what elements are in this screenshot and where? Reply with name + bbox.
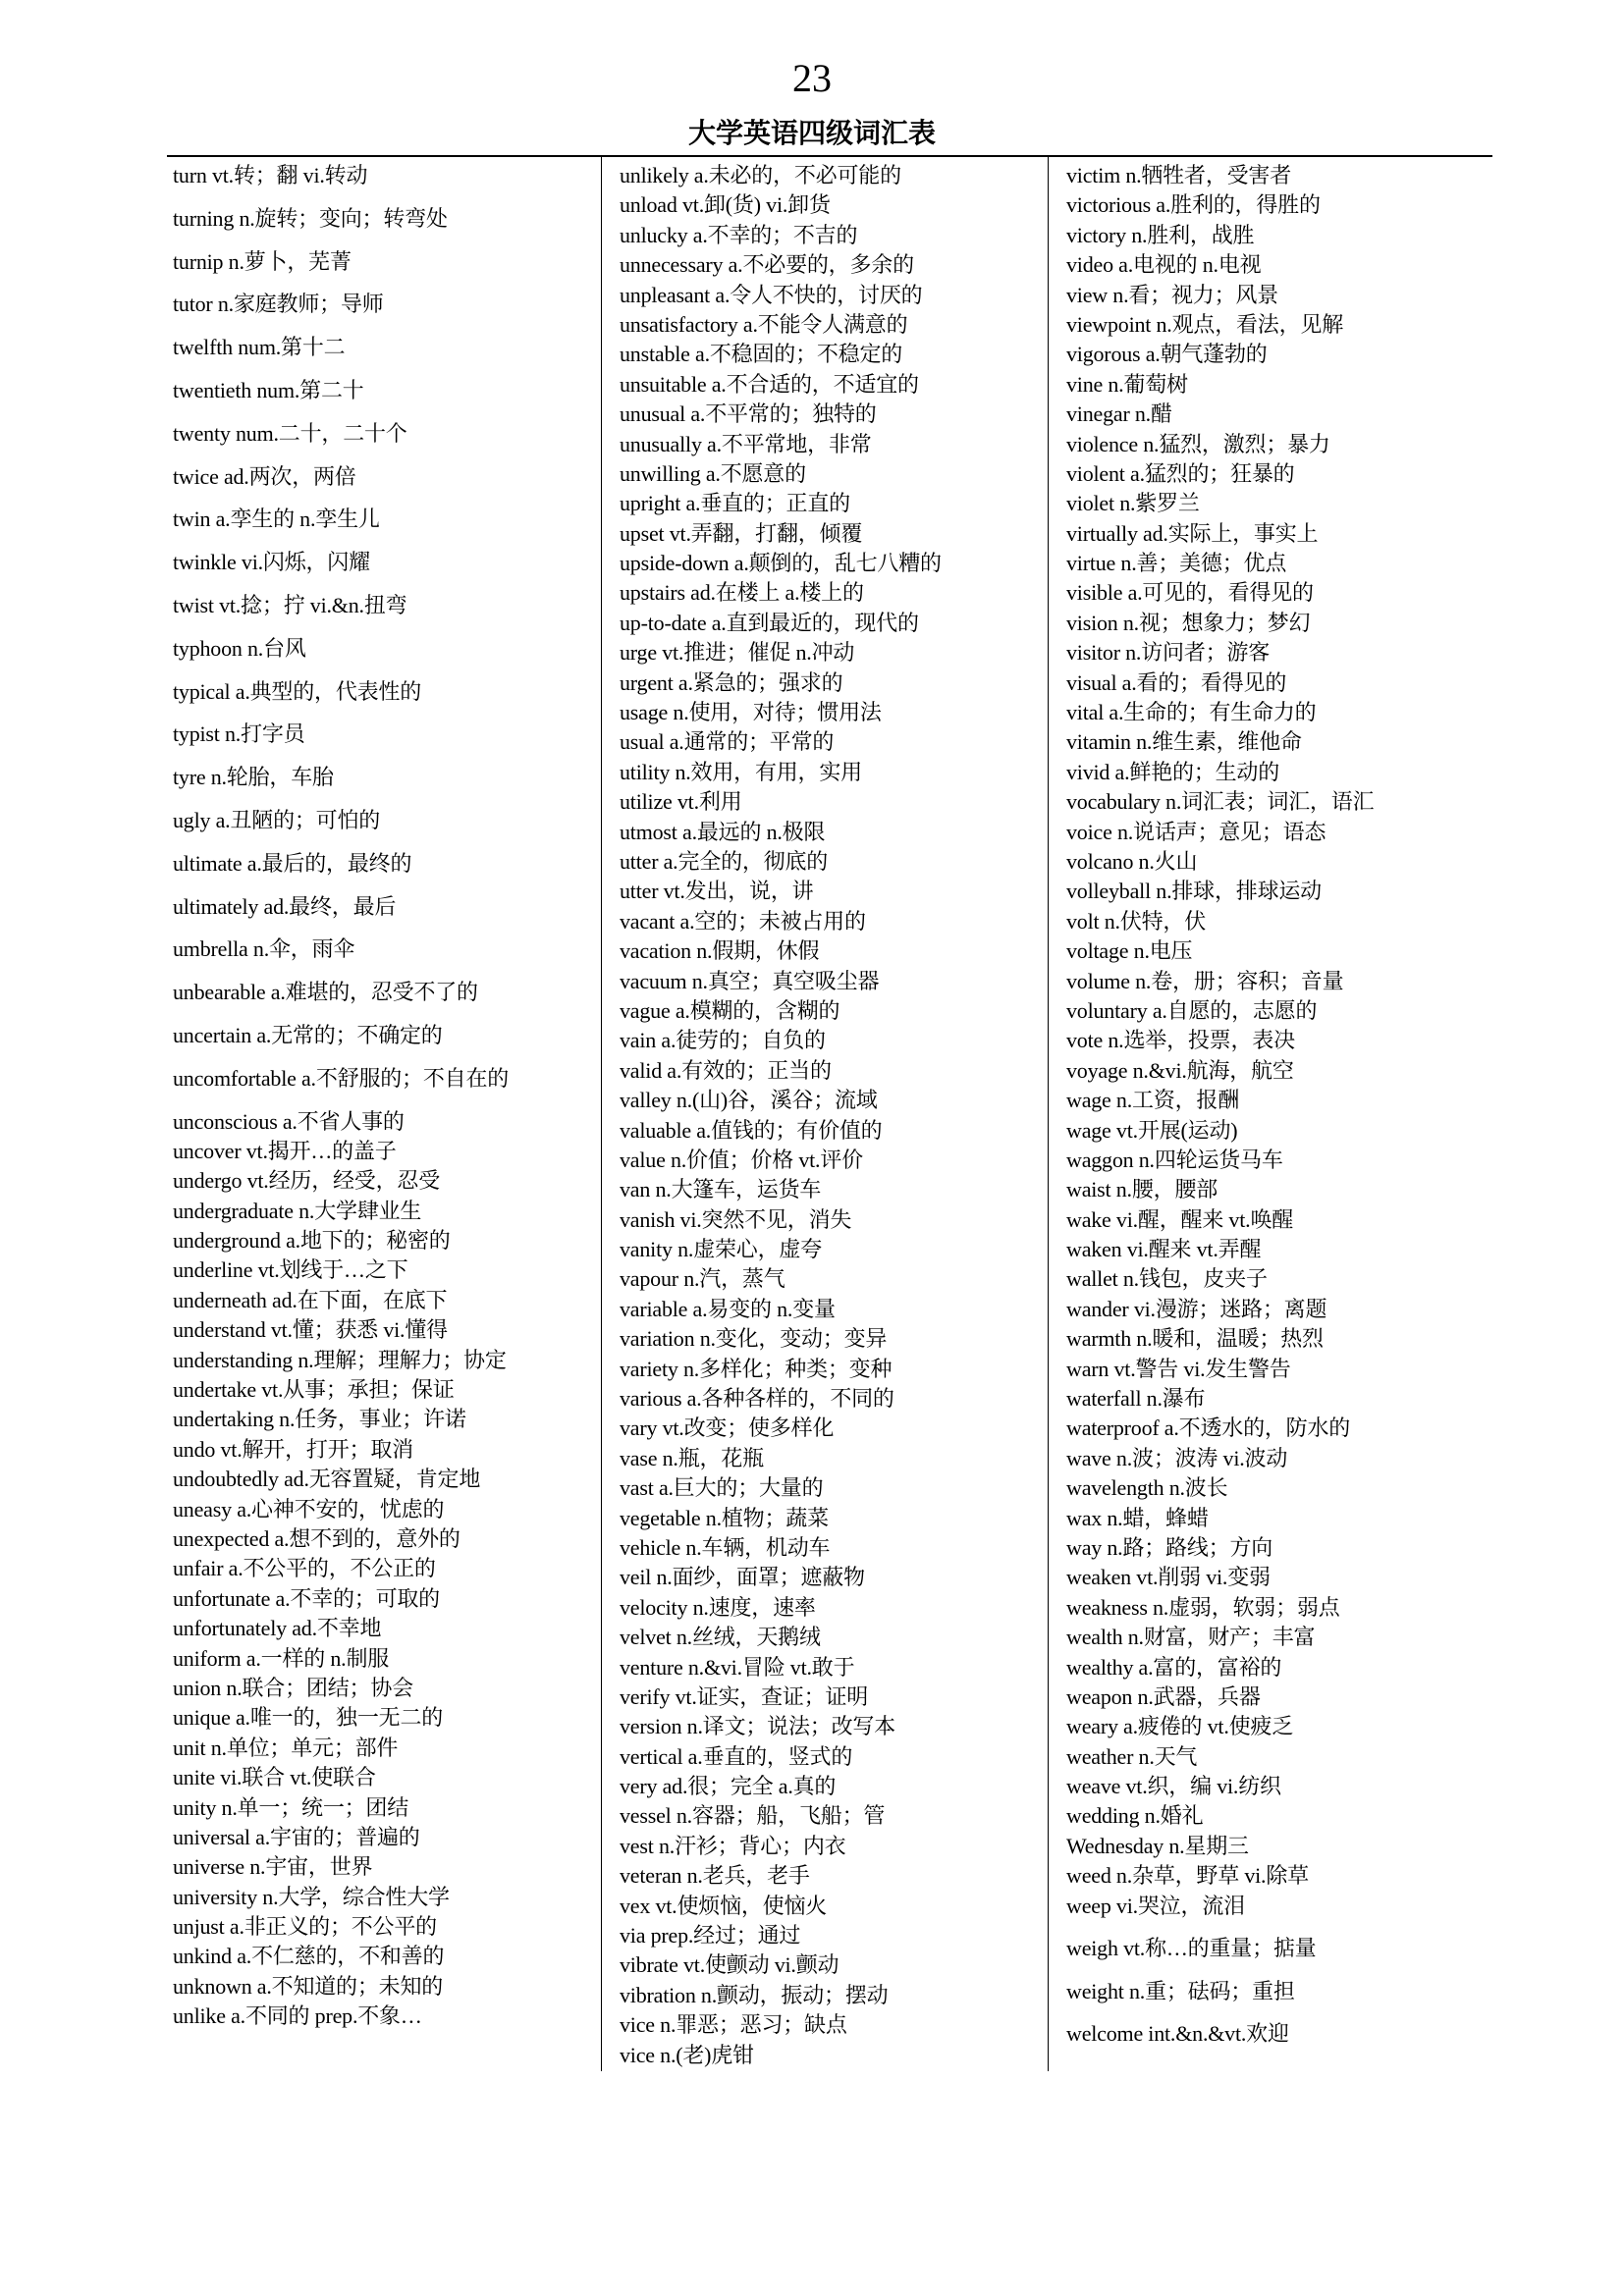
- vocab-entry: underground a.地下的；秘密的: [173, 1228, 451, 1254]
- vocab-entry: waggon n.四轮运货马车: [1066, 1147, 1283, 1172]
- vocab-entry: unexpected a.想不到的，意外的: [173, 1526, 460, 1551]
- vocab-entry: tyre n.轮胎，车胎: [173, 765, 334, 790]
- vocab-entry: warn vt.警告 vi.发生警告: [1066, 1356, 1291, 1381]
- vocab-entry: unusually a.不平常地，非常: [620, 431, 872, 456]
- vocab-entry: via prep.经过；通过: [620, 1923, 801, 1949]
- vocab-entry: waist n.腰，腰部: [1066, 1177, 1218, 1202]
- vocab-entry: unsuitable a.不合适的，不适宜的: [620, 371, 919, 397]
- vocab-entry: vest n.汗衫；背心；内衣: [620, 1833, 846, 1858]
- vocab-entry: twice ad.两次，两倍: [173, 463, 356, 489]
- vocab-entry: undertake vt.从事；承担；保证: [173, 1377, 455, 1403]
- column-divider: [601, 157, 602, 2071]
- vocab-entry: wake vi.醒，醒来 vt.唤醒: [1066, 1206, 1294, 1232]
- vocab-entry: typhoon n.台风: [173, 635, 306, 661]
- vocab-entry: vary vt.改变；使多样化: [620, 1415, 835, 1441]
- vocab-entry: undergraduate n.大学肆业生: [173, 1198, 422, 1223]
- vocab-entry: waken vi.醒来 vt.弄醒: [1066, 1237, 1262, 1262]
- vocab-entry: wax n.蜡，蜂蜡: [1066, 1505, 1209, 1530]
- vocab-entry: weather n.天气: [1066, 1743, 1198, 1769]
- vocab-entry: unfortunate a.不幸的；可取的: [173, 1585, 440, 1611]
- vocab-entry: ultimate a.最后的，最终的: [173, 850, 412, 876]
- vocab-entry: uncover vt.揭开…的盖子: [173, 1138, 397, 1163]
- vocab-entry: unsatisfactory a.不能令人满意的: [620, 311, 908, 337]
- vocab-entry: unnecessary a.不必要的，多余的: [620, 252, 914, 278]
- vocab-entry: vote n.选举，投票，表决: [1066, 1028, 1295, 1053]
- vocab-entry: valuable a.值钱的；有价值的: [620, 1117, 883, 1143]
- vocab-entry: typical a.典型的，代表性的: [173, 678, 422, 704]
- vocab-entry: wealthy a.富的，富裕的: [1066, 1654, 1282, 1680]
- vocab-entry: wavelength n.波长: [1066, 1475, 1228, 1501]
- vocab-entry: vacant a.空的；未被占用的: [620, 908, 866, 934]
- vocab-entry: unity n.单一；统一；团结: [173, 1794, 409, 1820]
- vocab-entry: unkind a.不仁慈的，不和善的: [173, 1944, 445, 1969]
- vocab-entry: warmth n.暖和，温暖；热烈: [1066, 1326, 1324, 1352]
- vocab-entry: vague a.模糊的，含糊的: [620, 997, 840, 1023]
- vocab-entry: vast a.巨大的；大量的: [620, 1475, 824, 1501]
- vocab-entry: urgent a.紧急的；强求的: [620, 669, 843, 695]
- vocab-entry: uncertain a.无常的；不确定的: [173, 1022, 443, 1047]
- vocab-entry: typist n.打字员: [173, 721, 305, 747]
- vocab-entry: viewpoint n.观点，看法，见解: [1066, 311, 1343, 337]
- vocab-entry: understand vt.懂；获悉 vi.懂得: [173, 1317, 448, 1343]
- vocab-entry: turn vt.转；翻 vi.转动: [173, 163, 368, 187]
- vocab-entry: visitor n.访问者；游客: [1066, 640, 1271, 666]
- vocab-entry: unwilling a.不愿意的: [620, 460, 806, 486]
- vocab-entry: way n.路；路线；方向: [1066, 1534, 1273, 1560]
- vocab-entry: weed n.杂草，野草 vi.除草: [1066, 1863, 1309, 1889]
- vocab-entry: vitamin n.维生素，维他命: [1066, 729, 1302, 755]
- vocab-entry: wage n.工资，报酬: [1066, 1088, 1240, 1113]
- vocab-entry: unit n.单位；单元；部件: [173, 1735, 399, 1760]
- vocab-entry: vegetable n.植物；蔬菜: [620, 1505, 829, 1530]
- vocab-entry: virtually ad.实际上，事实上: [1066, 520, 1319, 546]
- vocab-entry: unlucky a.不幸的；不吉的: [620, 222, 858, 247]
- vocab-entry: waterproof a.不透水的，防水的: [1066, 1415, 1351, 1441]
- vocab-entry: vapour n.汽，蒸气: [620, 1266, 785, 1292]
- vocab-entry: van n.大篷车，运货车: [620, 1177, 822, 1202]
- vocab-entry: vice n.(老)虎钳: [620, 2042, 754, 2067]
- vocab-entry: uneasy a.心神不安的，忧虑的: [173, 1496, 445, 1522]
- vocab-entry: vertical a.垂直的，竖式的: [620, 1743, 853, 1769]
- vocab-entry: usual a.通常的；平常的: [620, 729, 835, 755]
- vocab-entry: undo vt.解开，打开；取消: [173, 1436, 413, 1462]
- vocab-entry: twist vt.捻；拧 vi.&n.扭弯: [173, 592, 407, 617]
- vocab-entry: utter vt.发出，说，讲: [620, 879, 814, 904]
- vocab-entry: turning n.旋转；变向；转弯处: [173, 205, 448, 231]
- vocab-entry: veil n.面纱，面罩；遮蔽物: [620, 1565, 865, 1590]
- vocab-entry: volleyball n.排球，排球运动: [1066, 879, 1322, 904]
- page-title: 大学英语四级词汇表: [687, 117, 936, 149]
- vocab-entry: twin a.孪生的 n.孪生儿: [173, 507, 380, 532]
- vocab-entry: valley n.(山)谷，溪谷；流域: [620, 1088, 878, 1113]
- title-rule: [167, 155, 1492, 157]
- vocab-entry: weave vt.织，编 vi.纺织: [1066, 1774, 1281, 1799]
- vocab-entry: vital a.生命的；有生命力的: [1066, 700, 1317, 725]
- vocab-entry: voice n.说话声；意见；语态: [1066, 819, 1326, 844]
- vocab-entry: video a.电视的 n.电视: [1066, 252, 1262, 278]
- vocabulary-column-1: [173, 162, 509, 2033]
- vocab-entry: variety n.多样化；种类；变种: [620, 1356, 893, 1381]
- vocab-entry: volume n.卷，册；容积；音量: [1066, 968, 1344, 993]
- vocab-entry: upset vt.弄翻，打翻，倾覆: [620, 520, 863, 546]
- vocab-entry: veteran n.老兵，老手: [620, 1863, 810, 1889]
- vocab-entry: understanding n.理解；理解力；协定: [173, 1347, 507, 1372]
- vocab-entry: uncomfortable a.不舒服的；不自在的: [173, 1065, 510, 1091]
- page-number: 23: [792, 56, 832, 100]
- vocab-entry: view n.看；视力；风景: [1066, 282, 1278, 307]
- vocab-entry: undoubtedly ad.无容置疑，肯定地: [173, 1467, 481, 1492]
- vocab-entry: upright a.垂直的；正直的: [620, 491, 850, 516]
- vocab-entry: volcano n.火山: [1066, 848, 1198, 874]
- vocab-entry: utmost a.最远的 n.极限: [620, 819, 826, 844]
- vocab-entry: visible a.可见的，看得见的: [1066, 580, 1314, 606]
- vocab-entry: very ad.很；完全 a.真的: [620, 1774, 837, 1799]
- vocab-entry: vine n.葡萄树: [1066, 371, 1188, 397]
- vocab-entry: vex vt.使烦恼，使恼火: [620, 1893, 828, 1918]
- vocabulary-column-3: [1066, 162, 1374, 2063]
- vocab-entry: unstable a.不稳固的；不稳定的: [620, 342, 903, 367]
- vocab-entry: Wednesday n.星期三: [1066, 1833, 1249, 1858]
- vocab-entry: ultimately ad.最终，最后: [173, 893, 397, 919]
- vocab-entry: victory n.胜利，战胜: [1066, 222, 1255, 247]
- vocab-entry: universe n.宇宙，世界: [173, 1854, 373, 1880]
- vocab-entry: vehicle n.车辆，机动车: [620, 1534, 831, 1560]
- vocab-entry: velocity n.速度，速率: [620, 1594, 816, 1620]
- vocab-entry: unload vt.卸(货) vi.卸货: [620, 192, 831, 218]
- vocab-entry: unite vi.联合 vt.使联合: [173, 1765, 376, 1790]
- vocab-entry: weigh vt.称…的重量；掂量: [1066, 1936, 1317, 1961]
- vocab-entry: utilize vt.利用: [620, 789, 742, 815]
- vocab-entry: velvet n.丝绒，天鹅绒: [620, 1625, 821, 1650]
- vocab-entry: wage vt.开展(运动): [1066, 1117, 1238, 1143]
- vocab-entry: wave n.波；波涛 vi.波动: [1066, 1445, 1288, 1470]
- vocab-entry: weaken vt.削弱 vi.变弱: [1066, 1565, 1271, 1590]
- vocab-entry: vinegar n.醋: [1066, 401, 1172, 427]
- vocab-entry: vocabulary n.词汇表；词汇，语汇: [1066, 789, 1375, 815]
- vocab-entry: urge vt.推进；催促 n.冲动: [620, 640, 855, 666]
- vocab-entry: undertaking n.任务，事业；许诺: [173, 1407, 466, 1432]
- vocab-entry: vision n.视；想象力；梦幻: [1066, 610, 1311, 635]
- vocab-entry: victorious a.胜利的，得胜的: [1066, 192, 1321, 218]
- vocab-entry: venture n.&vi.冒险 vt.敢于: [620, 1654, 855, 1680]
- vocab-entry: unique a.唯一的，独一无二的: [173, 1705, 444, 1731]
- vocab-entry: vice n.罪恶；恶习；缺点: [620, 2012, 847, 2038]
- vocab-entry: unfair a.不公平的，不公正的: [173, 1556, 436, 1581]
- vocab-entry: victim n.牺牲者，受害者: [1066, 163, 1292, 187]
- vocab-entry: vain a.徒劳的；自负的: [620, 1028, 826, 1053]
- vocab-entry: weakness n.虚弱，软弱；弱点: [1066, 1594, 1340, 1620]
- vocab-entry: violence n.猛烈，激烈；暴力: [1066, 431, 1330, 456]
- vocab-entry: variation n.变化，变动；变异: [620, 1326, 888, 1352]
- vocab-entry: weary a.疲倦的 vt.使疲乏: [1066, 1714, 1294, 1739]
- vocab-entry: vessel n.容器；船，飞船；管: [620, 1803, 886, 1829]
- vocab-entry: usage n.使用，对待；惯用法: [620, 700, 882, 725]
- vocab-entry: visual a.看的；看得见的: [1066, 669, 1287, 695]
- vocab-entry: virtue n.善；美德；优点: [1066, 551, 1287, 576]
- vocab-entry: underneath ad.在下面，在底下: [173, 1287, 448, 1312]
- vocab-entry: vase n.瓶，花瓶: [620, 1445, 764, 1470]
- vocab-entry: vacation n.假期，休假: [620, 938, 820, 964]
- vocab-entry: umbrella n.伞，雨伞: [173, 936, 355, 962]
- vocab-entry: wallet n.钱包，皮夹子: [1066, 1266, 1268, 1292]
- vocab-entry: twinkle vi.闪烁，闪耀: [173, 550, 370, 575]
- vocab-entry: vibrate vt.使颤动 vi.颤动: [620, 1952, 839, 1978]
- vocab-entry: vanity n.虚荣心，虚夸: [620, 1237, 822, 1262]
- vocab-entry: ugly a.丑陋的；可怕的: [173, 807, 381, 832]
- vocab-entry: voluntary a.自愿的，志愿的: [1066, 997, 1318, 1023]
- vocab-entry: union n.联合；团结；协会: [173, 1675, 413, 1700]
- vocab-entry: utter a.完全的，彻底的: [620, 848, 829, 874]
- vocab-entry: voltage n.电压: [1066, 938, 1193, 964]
- vocab-entry: unjust a.非正义的；不公平的: [173, 1914, 437, 1940]
- vocab-entry: vanish vi.突然不见，消失: [620, 1206, 852, 1232]
- vocab-entry: welcome int.&n.&vt.欢迎: [1066, 2021, 1289, 2047]
- vocab-entry: twelfth num.第十二: [173, 335, 346, 360]
- vocab-entry: violent a.猛烈的；狂暴的: [1066, 460, 1295, 486]
- vocab-entry: utility n.效用，有用，实用: [620, 759, 862, 784]
- vocab-entry: upstairs ad.在楼上 a.楼上的: [620, 580, 864, 606]
- vocab-entry: unlikely a.未必的，不必可能的: [620, 163, 901, 187]
- vocab-entry: weapon n.武器，兵器: [1066, 1683, 1261, 1709]
- vocab-entry: voyage n.&vi.航海，航空: [1066, 1057, 1294, 1083]
- vocab-entry: various a.各种各样的，不同的: [620, 1386, 894, 1412]
- vocab-entry: version n.译文；说法；改写本: [620, 1714, 895, 1739]
- vocab-entry: twentieth num.第二十: [173, 377, 364, 402]
- vocab-entry: verify vt.证实，查证；证明: [620, 1683, 869, 1709]
- vocab-entry: wedding n.婚礼: [1066, 1803, 1204, 1829]
- vocab-entry: unusual a.不平常的；独特的: [620, 401, 877, 427]
- vocab-entry: wander vi.漫游；迷路；离题: [1066, 1296, 1327, 1321]
- column-divider: [1048, 157, 1049, 2071]
- vocab-entry: weep vi.哭泣，流泪: [1066, 1893, 1245, 1918]
- vocab-entry: unknown a.不知道的；未知的: [173, 1973, 444, 1999]
- vocab-entry: university n.大学，综合性大学: [173, 1884, 450, 1909]
- vocab-entry: uniform a.一样的 n.制服: [173, 1645, 390, 1671]
- vocab-entry: vigorous a.朝气蓬勃的: [1066, 342, 1268, 367]
- vocab-entry: unbearable a.难堪的，忍受不了的: [173, 980, 478, 1005]
- vocab-entry: waterfall n.瀑布: [1066, 1386, 1206, 1412]
- vocab-entry: universal a.宇宙的；普遍的: [173, 1824, 420, 1849]
- vocab-entry: unpleasant a.令人不快的，讨厌的: [620, 282, 923, 307]
- vocab-entry: up-to-date a.直到最近的，现代的: [620, 610, 919, 635]
- vocab-entry: unlike a.不同的 prep.不象…: [173, 2003, 422, 2029]
- vocab-entry: weight n.重；砝码；重担: [1066, 1978, 1295, 2003]
- vocab-entry: turnip n.萝卜，芜菁: [173, 248, 352, 274]
- vocab-entry: vacuum n.真空；真空吸尘器: [620, 968, 880, 993]
- vocab-entry: tutor n.家庭教师；导师: [173, 292, 384, 317]
- vocab-entry: twenty num.二十，二十个: [173, 420, 407, 446]
- vocab-entry: volt n.伏特，伏: [1066, 908, 1207, 934]
- vocab-entry: variable a.易变的 n.变量: [620, 1296, 836, 1321]
- vocab-entry: vivid a.鲜艳的；生动的: [1066, 759, 1279, 784]
- vocab-entry: vibration n.颤动，振动；摆动: [620, 1982, 889, 2007]
- vocab-entry: valid a.有效的；正当的: [620, 1057, 832, 1083]
- vocab-entry: unconscious a.不省人事的: [173, 1108, 405, 1134]
- vocab-entry: wealth n.财富，财产；丰富: [1066, 1625, 1316, 1650]
- vocab-entry: violet n.紫罗兰: [1066, 491, 1200, 516]
- vocab-entry: value n.价值；价格 vt.评价: [620, 1147, 863, 1172]
- vocab-entry: underline vt.划线于…之下: [173, 1257, 408, 1283]
- vocab-entry: unfortunately ad.不幸地: [173, 1616, 382, 1641]
- vocab-entry: upside-down a.颠倒的，乱七八糟的: [620, 551, 942, 576]
- vocabulary-column-2: [620, 162, 942, 2071]
- vocab-entry: undergo vt.经历，经受，忍受: [173, 1168, 441, 1194]
